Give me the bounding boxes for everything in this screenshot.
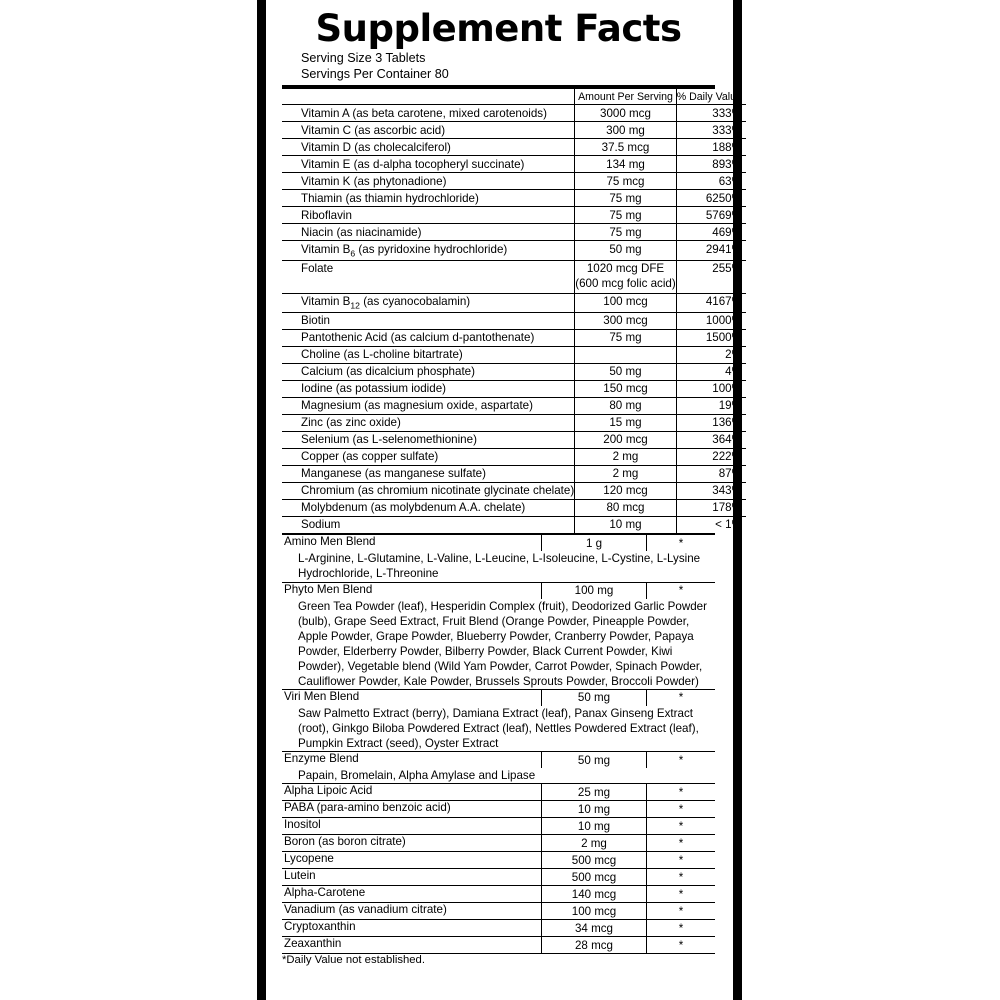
table-row	[282, 363, 746, 380]
nutrient-dv: 4167%	[676, 293, 746, 312]
nutrient-name: Chromium (as chromium nicotinate glycinate chelate)	[282, 482, 575, 499]
blend-row	[282, 689, 715, 706]
nutrient-amount: 75 mcg	[575, 173, 677, 190]
nutrient-name: Vitamin C (as ascorbic acid)	[282, 122, 575, 139]
subscript-6: 6	[350, 248, 356, 259]
nutrient-dv: 2941%	[676, 241, 746, 260]
nutrient-dv: 469%	[676, 224, 746, 241]
nutrient-dv: *	[647, 852, 716, 869]
table-row	[282, 139, 746, 156]
blend-ingredients: Saw Palmetto Extract (berry), Damiana Extract (leaf), Panax Ginseng Extract (root), Ginkgo Biloba Powdered Extract (leaf), Nettles Powdered Extract (leaf), Pumpkin Extract (seed), Oyster Extract	[282, 706, 715, 752]
blend-name: Phyto Men Blend	[284, 582, 373, 596]
blend-dv: *	[678, 691, 684, 705]
table-row	[282, 105, 746, 122]
nutrient-table	[282, 89, 746, 533]
column-header-dv: % Daily Value	[676, 89, 746, 105]
nutrient-dv: 188%	[676, 139, 746, 156]
nutrient-dv: *	[647, 886, 716, 903]
nutrient-name: Riboflavin	[282, 207, 575, 224]
nutrient-amount: 2 mg	[542, 835, 647, 852]
nutrient-amount: 140 mcg	[542, 886, 647, 903]
nutrient-amount: 150 mcg	[575, 380, 677, 397]
nutrient-name: Iodine (as potassium iodide)	[282, 380, 575, 397]
nutrient-name: Molybdenum (as molybdenum A.A. chelate)	[282, 499, 575, 516]
nutrient-dv: 364%	[676, 431, 746, 448]
table-row	[282, 224, 746, 241]
nutrient-dv: *	[647, 818, 716, 835]
nutrient-name: Lutein	[282, 869, 542, 886]
nutrient-name: Vitamin E (as d-alpha tocopheryl succinate)	[282, 156, 575, 173]
nutrient-amount: 134 mg	[575, 156, 677, 173]
nutrient-name: Choline (as L-choline bitartrate)	[282, 346, 575, 363]
nutrient-amount: 300 mg	[575, 122, 677, 139]
nutrient-amount: 120 mcg	[575, 482, 677, 499]
header-spacer	[282, 89, 575, 105]
nutrient-name: Biotin	[282, 312, 575, 329]
table-row	[282, 516, 746, 533]
nutrient-amount: 100 mcg	[575, 293, 677, 312]
nutrient-dv: 333%	[676, 105, 746, 122]
nutrient-dv: 6250%	[676, 190, 746, 207]
nutrient-amount: 300 mcg	[575, 312, 677, 329]
nutrient-amount: 15 mg	[575, 414, 677, 431]
nutrient-name: Pantothenic Acid (as calcium d-pantothenate)	[282, 329, 575, 346]
table-row	[282, 499, 746, 516]
table-row	[282, 380, 746, 397]
blend-amount: 50 mg	[542, 752, 647, 769]
table-row	[282, 448, 746, 465]
table-row	[282, 784, 715, 801]
nutrient-dv: 333%	[676, 122, 746, 139]
table-row	[282, 431, 746, 448]
nutrient-name: Magnesium (as magnesium oxide, aspartate)	[282, 397, 575, 414]
left-border-bar	[257, 0, 266, 1000]
table-row	[282, 482, 746, 499]
nutrient-amount: 80 mg	[575, 397, 677, 414]
table-row	[282, 190, 746, 207]
table-row	[282, 122, 746, 139]
serving-size: Serving Size 3 Tablets	[301, 50, 426, 65]
nutrient-dv: *	[647, 801, 716, 818]
table-row	[282, 937, 715, 954]
nutrient-amount: 3000 mcg	[575, 105, 677, 122]
nutrient-name: Copper (as copper sulfate)	[282, 448, 575, 465]
nutrient-amount: 80 mcg	[575, 499, 677, 516]
nutrient-name: Inositol	[282, 818, 542, 835]
nutrient-dv: *	[647, 903, 716, 920]
blend-desc-row	[282, 768, 715, 784]
nutrient-amount: 25 mg	[542, 784, 647, 801]
nutrient-amount: 2 mg	[575, 448, 677, 465]
blend-ingredients: L-Arginine, L-Glutamine, L-Valine, L-Leucine, L-Isoleucine, L-Cystine, L-Lysine Hydrochloride, L-Threonine	[282, 551, 715, 582]
blend-table	[282, 535, 715, 966]
nutrient-name: Alpha-Carotene	[282, 886, 542, 903]
table-row	[282, 903, 715, 920]
nutrient-dv: 222%	[676, 448, 746, 465]
nutrient-amount: 75 mg	[575, 329, 677, 346]
nutrient-amount	[575, 260, 677, 293]
blend-name: Viri Men Blend	[284, 689, 360, 703]
table-row	[282, 346, 746, 363]
nutrient-dv: 100%	[676, 380, 746, 397]
nutrient-amount: 200 mcg	[575, 431, 677, 448]
nutrient-amount: 100 mcg	[542, 903, 647, 920]
nutrient-dv: 1500%	[676, 329, 746, 346]
table-row	[282, 329, 746, 346]
nutrient-amount: 50 mg	[575, 363, 677, 380]
table-row	[282, 869, 715, 886]
nutrient-dv: 1000%	[676, 312, 746, 329]
nutrient-name: Calcium (as dicalcium phosphate)	[282, 363, 575, 380]
nutrient-amount: 10 mg	[542, 801, 647, 818]
nutrient-amount: 50 mg	[575, 241, 677, 260]
nutrient-dv: 87%	[676, 465, 746, 482]
nutrient-name: Zinc (as zinc oxide)	[282, 414, 575, 431]
nutrient-dv: 178%	[676, 499, 746, 516]
serving-info	[301, 51, 715, 82]
blend-amount: 1 g	[542, 535, 647, 551]
page-title: Supplement Facts	[315, 7, 682, 50]
nutrient-amount: 10 mg	[542, 818, 647, 835]
nutrient-dv: *	[647, 835, 716, 852]
table-row	[282, 835, 715, 852]
table-header-row	[282, 89, 746, 105]
blend-dv: *	[678, 753, 684, 767]
nutrient-name: Folate	[282, 260, 575, 293]
nutrient-dv: 5769%	[676, 207, 746, 224]
table-row	[282, 173, 746, 190]
nutrient-amount: 28 mcg	[542, 937, 647, 954]
nutrient-name: Selenium (as L-selenomethionine)	[282, 431, 575, 448]
nutrient-name: Lycopene	[282, 852, 542, 869]
table-row	[282, 801, 715, 818]
table-row	[282, 886, 715, 903]
nutrient-amount: 10 mg	[575, 516, 677, 533]
nutrient-name: Vitamin $B_{12}$ (as cyanocobalamin)	[282, 293, 575, 312]
nutrient-dv: 63%	[676, 173, 746, 190]
footnote: *Daily Value not established.	[282, 954, 425, 967]
nutrient-dv: 255%	[676, 260, 746, 293]
blend-ingredients: Green Tea Powder (leaf), Hesperidin Complex (fruit), Deodorized Garlic Powder (bulb), Grape Seed Extract, Fruit Blend (Orange Powder, Pineapple Powder, Apple Powder, Grape Powder, Blueberry Powder, Cranberry Powder, Papaya Powder, Elderberry Powder, Bilberry Powder, Black Current Powder, Kiwi Powder), Vegetable blend (Wild Yam Powder, Carrot Powder, Spinach Powder, Cauliflower Powder, Kale Powder, Brussels Sprouts Powder, Broccoli Powder)	[282, 599, 715, 690]
nutrient-name: Zeaxanthin	[282, 937, 542, 954]
nutrient-name: Vanadium (as vanadium citrate)	[282, 903, 542, 920]
nutrient-name: PABA (para-amino benzoic acid)	[282, 801, 542, 818]
blend-desc-row	[282, 706, 715, 752]
nutrient-dv: 136%	[676, 414, 746, 431]
nutrient-name: Boron (as boron citrate)	[282, 835, 542, 852]
table-row	[282, 920, 715, 937]
blend-row	[282, 535, 715, 551]
nutrient-dv: *	[647, 920, 716, 937]
table-row	[282, 818, 715, 835]
nutrient-name: Vitamin K (as phytonadione)	[282, 173, 575, 190]
nutrient-dv: *	[647, 937, 716, 954]
table-row	[282, 852, 715, 869]
nutrient-amount: 75 mg	[575, 207, 677, 224]
nutrient-amount: 75 mg	[575, 190, 677, 207]
nutrient-amount	[575, 346, 677, 363]
nutrient-name: Vitamin A (as beta carotene, mixed carotenoids)	[282, 105, 575, 122]
nutrient-dv: 893%	[676, 156, 746, 173]
table-row	[282, 397, 746, 414]
nutrient-dv: *	[647, 869, 716, 886]
blend-ingredients: Papain, Bromelain, Alpha Amylase and Lipase	[282, 768, 715, 784]
servings-per-container: Servings Per Container 80	[301, 66, 449, 81]
blend-row	[282, 582, 715, 599]
nutrient-name: Niacin (as niacinamide)	[282, 224, 575, 241]
nutrient-dv: 19%	[676, 397, 746, 414]
blend-name: Amino Men Blend	[284, 535, 376, 549]
column-header-amount: Amount Per Serving	[575, 89, 677, 105]
blend-name: Enzyme Blend	[284, 752, 359, 766]
nutrient-name: Alpha Lipoic Acid	[282, 784, 542, 801]
footnote-row	[282, 954, 715, 967]
nutrient-name: Sodium	[301, 518, 341, 532]
nutrient-amount: 37.5 mcg	[575, 139, 677, 156]
nutrient-dv: < 1%	[715, 518, 742, 532]
nutrient-dv: *	[647, 784, 716, 801]
table-row	[282, 414, 746, 431]
blend-desc-row	[282, 551, 715, 582]
nutrient-dv: 343%	[676, 482, 746, 499]
table-row	[282, 293, 746, 312]
nutrient-amount-secondary: (600 mcg folic acid)	[575, 276, 676, 290]
label-panel	[266, 0, 742, 1000]
table-row	[282, 207, 746, 224]
nutrient-amount: 75 mg	[575, 224, 677, 241]
nutrient-amount: 2 mg	[575, 465, 677, 482]
blend-amount: 100 mg	[542, 582, 647, 599]
blend-desc-row	[282, 599, 715, 690]
blend-dv: *	[678, 584, 684, 598]
blend-dv: *	[678, 536, 684, 550]
table-row	[282, 465, 746, 482]
blend-amount: 50 mg	[542, 689, 647, 706]
nutrient-name: Thiamin (as thiamin hydrochloride)	[282, 190, 575, 207]
subscript-12: 12	[350, 300, 360, 311]
nutrient-amount: 34 mcg	[542, 920, 647, 937]
nutrient-name: Vitamin D (as cholecalciferol)	[282, 139, 575, 156]
blend-row	[282, 752, 715, 769]
table-row	[282, 312, 746, 329]
nutrient-dv: 4%	[676, 363, 746, 380]
nutrient-name: Manganese (as manganese sulfate)	[282, 465, 575, 482]
table-row	[282, 241, 746, 260]
table-row	[282, 156, 746, 173]
nutrient-dv: 2%	[676, 346, 746, 363]
table-row	[282, 260, 746, 293]
nutrient-amount-primary: 1020 mcg DFE	[586, 262, 665, 276]
nutrient-name: Vitamin $B_6$ (as pyridoxine hydrochloride)	[282, 241, 575, 260]
nutrient-amount: 500 mcg	[542, 869, 647, 886]
nutrient-amount: 500 mcg	[542, 852, 647, 869]
nutrient-name: Cryptoxanthin	[282, 920, 542, 937]
